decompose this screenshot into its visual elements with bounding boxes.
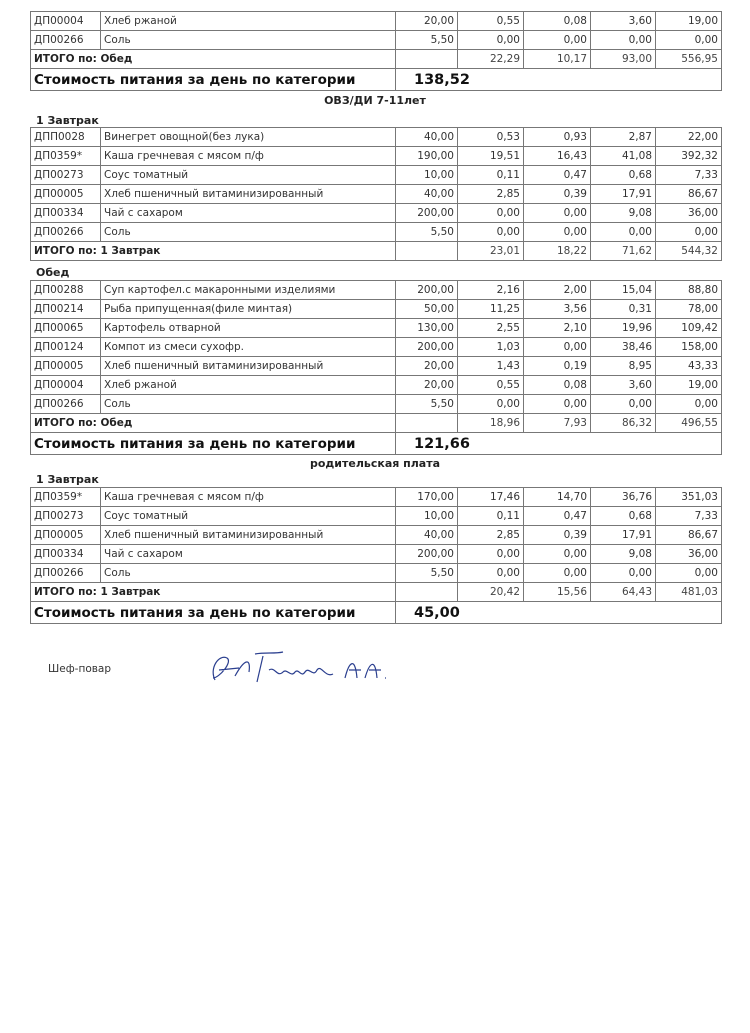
cost-row [31,433,722,455]
dish-name: Соль [101,223,396,242]
dish-weight: 5,50 [396,31,458,50]
dish-fat: 0,93 [524,128,591,147]
dish-name: Соус томатный [101,507,396,526]
table-row [31,185,722,204]
dish-carbs: 17,91 [591,526,656,545]
total-value: 544,32 [656,242,722,261]
dish-calories: 78,00 [656,300,722,319]
dish-name: Хлеб пшеничный витаминизированный [101,185,396,204]
dish-carbs: 0,00 [591,395,656,414]
dish-weight: 40,00 [396,526,458,545]
dish-calories: 7,33 [656,507,722,526]
dish-protein: 0,11 [458,166,524,185]
dish-calories: 0,00 [656,223,722,242]
dish-fat: 0,00 [524,338,591,357]
dish-name: Хлеб пшеничный витаминизированный [101,357,396,376]
dish-carbs: 19,96 [591,319,656,338]
cost-row [31,602,722,624]
table-row [31,395,722,414]
dish-calories: 109,42 [656,319,722,338]
dish-code: ДП0359* [31,147,101,166]
dish-protein: 0,00 [458,545,524,564]
dish-carbs: 0,00 [591,564,656,583]
dish-carbs: 3,60 [591,376,656,395]
dish-protein: 11,25 [458,300,524,319]
table-row [31,12,722,31]
dish-carbs: 0,00 [591,31,656,50]
table-row [31,223,722,242]
dish-protein: 1,03 [458,338,524,357]
dish-weight: 50,00 [396,300,458,319]
dish-table [30,11,722,91]
dish-protein: 0,00 [458,564,524,583]
dish-calories: 351,03 [656,488,722,507]
dish-fat: 0,47 [524,166,591,185]
dish-fat: 0,00 [524,564,591,583]
dish-name: Хлеб ржаной [101,12,396,31]
dish-weight: 200,00 [396,204,458,223]
dish-protein: 0,00 [458,204,524,223]
table-row [31,281,722,300]
dish-weight: 20,00 [396,376,458,395]
meal-label: 1 Завтрак [36,473,99,486]
total-label: ИТОГО по: 1 Завтрак [31,242,396,261]
dish-fat: 0,00 [524,204,591,223]
dish-name: Суп картофел.с макаронными изделиями [101,281,396,300]
dish-code: ДП00004 [31,376,101,395]
total-value: 86,32 [591,414,656,433]
dish-carbs: 36,76 [591,488,656,507]
dish-protein: 0,11 [458,507,524,526]
dish-fat: 0,19 [524,357,591,376]
total-row [31,50,722,69]
dish-calories: 36,00 [656,545,722,564]
dish-carbs: 41,08 [591,147,656,166]
dish-calories: 86,67 [656,526,722,545]
dish-name: Хлеб пшеничный витаминизированный [101,526,396,545]
dish-code: ДПП0028 [31,128,101,147]
dish-protein: 0,55 [458,376,524,395]
dish-code: ДП00334 [31,204,101,223]
dish-weight: 200,00 [396,338,458,357]
dish-protein: 0,55 [458,12,524,31]
dish-carbs: 3,60 [591,12,656,31]
dish-code: ДП0359* [31,488,101,507]
dish-fat: 0,39 [524,526,591,545]
total-row [31,583,722,602]
meal-table [30,487,721,624]
cost-value: 138,52 [396,69,722,91]
dish-weight: 40,00 [396,128,458,147]
total-row [31,242,722,261]
table-row [31,357,722,376]
total-value: 20,42 [458,583,524,602]
dish-carbs: 17,91 [591,185,656,204]
dish-calories: 19,00 [656,12,722,31]
dish-weight: 5,50 [396,564,458,583]
dish-fat: 0,00 [524,223,591,242]
dish-carbs: 0,00 [591,223,656,242]
dish-calories: 88,80 [656,281,722,300]
dish-carbs: 38,46 [591,338,656,357]
total-empty [396,50,458,69]
meal-label: 1 Завтрак [36,114,99,127]
dish-carbs: 0,31 [591,300,656,319]
dish-weight: 5,50 [396,223,458,242]
chef-signature [205,648,395,688]
cost-row [31,69,722,91]
dish-calories: 43,33 [656,357,722,376]
cost-label: Стоимость питания за день по категории [31,69,396,91]
dish-carbs: 9,08 [591,204,656,223]
dish-code: ДП00124 [31,338,101,357]
dish-weight: 10,00 [396,166,458,185]
dish-carbs: 15,04 [591,281,656,300]
dish-code: ДП00005 [31,357,101,376]
dish-fat: 0,08 [524,12,591,31]
dish-fat: 0,00 [524,395,591,414]
dish-protein: 2,16 [458,281,524,300]
total-value: 496,55 [656,414,722,433]
dish-fat: 2,10 [524,319,591,338]
dish-name: Чай с сахаром [101,204,396,223]
dish-fat: 3,56 [524,300,591,319]
dish-name: Хлеб ржаной [101,376,396,395]
dish-fat: 0,39 [524,185,591,204]
dish-fat: 0,08 [524,376,591,395]
dish-code: ДП00334 [31,545,101,564]
dish-name: Каша гречневая с мясом п/ф [101,147,396,166]
dish-name: Каша гречневая с мясом п/ф [101,488,396,507]
dish-carbs: 0,68 [591,166,656,185]
dish-calories: 7,33 [656,166,722,185]
dish-name: Чай с сахаром [101,545,396,564]
table-row [31,319,722,338]
table-row [31,564,722,583]
dish-code: ДП00065 [31,319,101,338]
dish-calories: 86,67 [656,185,722,204]
table-row [31,204,722,223]
table-row [31,166,722,185]
cost-value: 121,66 [396,433,722,455]
dish-calories: 158,00 [656,338,722,357]
table-row [31,488,722,507]
table-row [31,300,722,319]
dish-protein: 17,46 [458,488,524,507]
dish-weight: 200,00 [396,281,458,300]
dish-calories: 0,00 [656,564,722,583]
total-value: 18,96 [458,414,524,433]
dish-table [30,280,722,455]
dish-weight: 5,50 [396,395,458,414]
dish-weight: 10,00 [396,507,458,526]
table-row [31,545,722,564]
total-value: 10,17 [524,50,591,69]
dish-fat: 16,43 [524,147,591,166]
dish-carbs: 2,87 [591,128,656,147]
category-heading: родительская плата [309,457,441,470]
dish-code: ДП00005 [31,526,101,545]
dish-code: ДП00273 [31,507,101,526]
table-row [31,526,722,545]
total-row [31,414,722,433]
dish-fat: 2,00 [524,281,591,300]
cost-value: 45,00 [396,602,722,624]
dish-table [30,487,722,624]
dish-code: ДП00266 [31,223,101,242]
table-row [31,338,722,357]
dish-weight: 20,00 [396,12,458,31]
dish-name: Компот из смеси сухофр. [101,338,396,357]
dish-name: Соль [101,564,396,583]
total-label: ИТОГО по: Обед [31,414,396,433]
dish-protein: 19,51 [458,147,524,166]
dish-name: Картофель отварной [101,319,396,338]
total-value: 71,62 [591,242,656,261]
dish-protein: 2,85 [458,526,524,545]
total-empty [396,583,458,602]
table-row [31,376,722,395]
table-row [31,128,722,147]
meal-table [30,280,721,455]
dish-calories: 0,00 [656,395,722,414]
table-row [31,31,722,50]
table-row [31,507,722,526]
dish-code: ДП00273 [31,166,101,185]
total-value: 556,95 [656,50,722,69]
dish-protein: 0,53 [458,128,524,147]
dish-weight: 130,00 [396,319,458,338]
dish-name: Соус томатный [101,166,396,185]
dish-code: ДП00266 [31,395,101,414]
dish-weight: 200,00 [396,545,458,564]
meal-table [30,127,721,261]
meal-label: Обед [36,266,70,279]
dish-carbs: 8,95 [591,357,656,376]
total-label: ИТОГО по: Обед [31,50,396,69]
dish-table [30,127,722,261]
total-value: 22,29 [458,50,524,69]
dish-calories: 0,00 [656,31,722,50]
dish-name: Рыба припущенная(филе минтая) [101,300,396,319]
dish-protein: 2,85 [458,185,524,204]
total-value: 18,22 [524,242,591,261]
dish-weight: 190,00 [396,147,458,166]
meal-table [30,11,721,91]
total-value: 23,01 [458,242,524,261]
dish-fat: 0,47 [524,507,591,526]
dish-code: ДП00266 [31,564,101,583]
dish-code: ДП00214 [31,300,101,319]
dish-carbs: 0,68 [591,507,656,526]
cost-label: Стоимость питания за день по категории [31,433,396,455]
dish-code: ДП00004 [31,12,101,31]
total-value: 15,56 [524,583,591,602]
dish-calories: 19,00 [656,376,722,395]
dish-weight: 40,00 [396,185,458,204]
dish-fat: 0,00 [524,31,591,50]
dish-protein: 0,00 [458,395,524,414]
dish-protein: 0,00 [458,223,524,242]
dish-weight: 20,00 [396,357,458,376]
dish-carbs: 9,08 [591,545,656,564]
dish-calories: 36,00 [656,204,722,223]
chef-label: Шеф-повар [48,663,112,675]
category-heading: ОВЗ/ДИ 7-11лет [324,94,426,107]
total-empty [396,242,458,261]
dish-code: ДП00288 [31,281,101,300]
dish-code: ДП00266 [31,31,101,50]
dish-code: ДП00005 [31,185,101,204]
dish-weight: 170,00 [396,488,458,507]
table-row [31,147,722,166]
dish-name: Винегрет овощной(без лука) [101,128,396,147]
dish-calories: 392,32 [656,147,722,166]
total-empty [396,414,458,433]
total-value: 64,43 [591,583,656,602]
dish-name: Соль [101,31,396,50]
total-value: 93,00 [591,50,656,69]
dish-protein: 2,55 [458,319,524,338]
cost-label: Стоимость питания за день по категории [31,602,396,624]
total-label: ИТОГО по: 1 Завтрак [31,583,396,602]
total-value: 481,03 [656,583,722,602]
dish-protein: 0,00 [458,31,524,50]
dish-name: Соль [101,395,396,414]
dish-fat: 0,00 [524,545,591,564]
dish-protein: 1,43 [458,357,524,376]
dish-calories: 22,00 [656,128,722,147]
dish-fat: 14,70 [524,488,591,507]
total-value: 7,93 [524,414,591,433]
